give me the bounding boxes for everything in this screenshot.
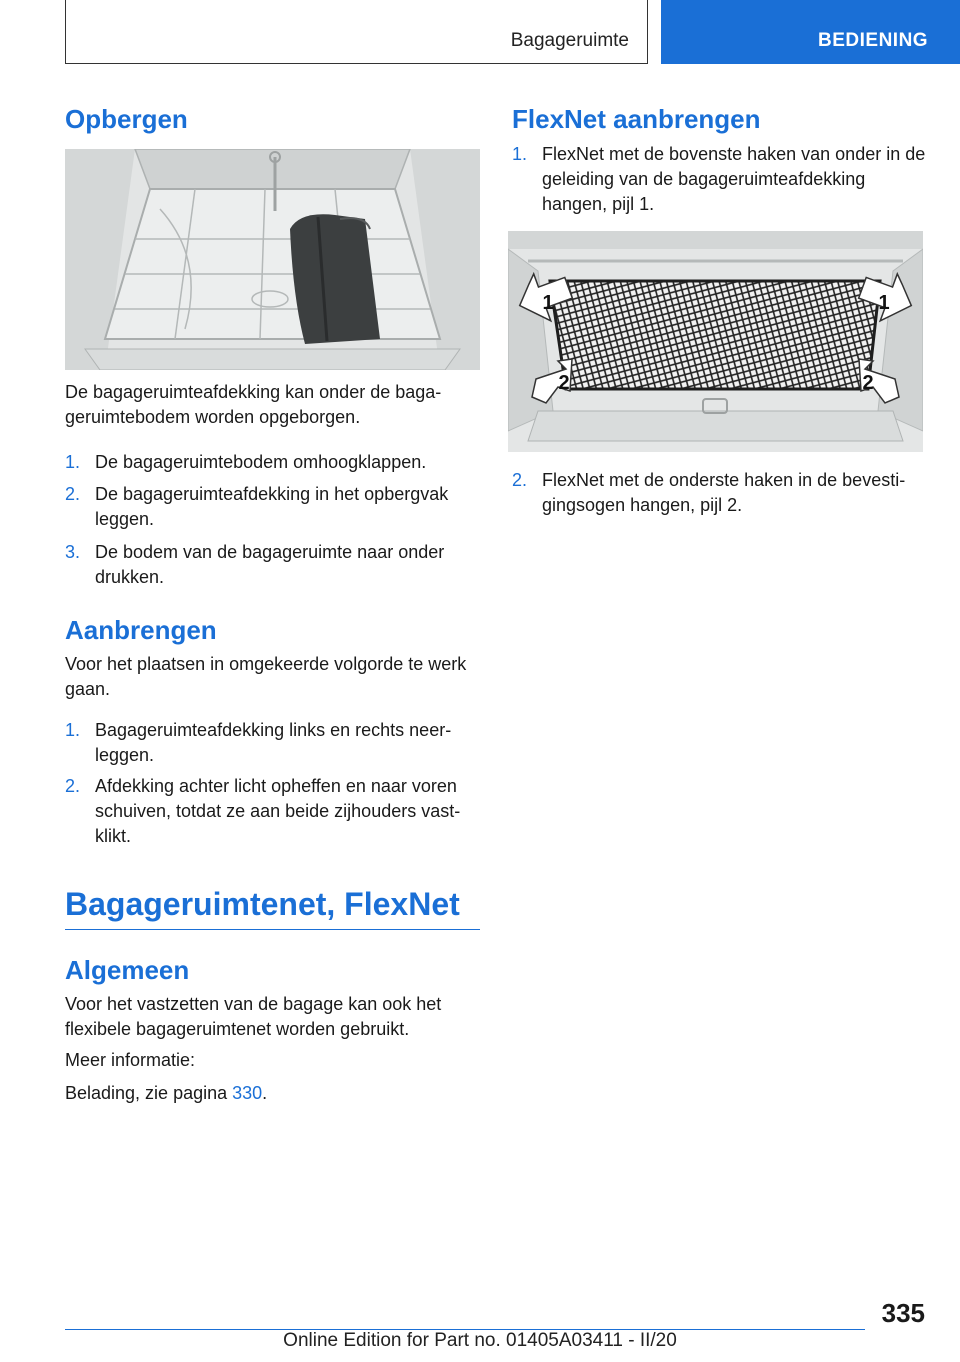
arrow-label: 2 bbox=[862, 372, 874, 394]
page-link-330[interactable]: 330 bbox=[232, 1083, 263, 1103]
heading-flexnet-aanbrengen: FlexNet aanbrengen bbox=[512, 104, 761, 134]
header-section-title: Bagageruimte bbox=[510, 30, 629, 51]
list-number: 1. bbox=[512, 144, 528, 164]
list-text: De bagageruimtebodem omhoogklappen. bbox=[95, 452, 427, 472]
list-item bbox=[65, 540, 485, 590]
list-number: 2. bbox=[512, 470, 528, 490]
list-item bbox=[65, 774, 485, 849]
list-item bbox=[65, 718, 485, 768]
heading-aanbrengen: Aanbrengen bbox=[65, 615, 217, 645]
heading-algemeen: Algemeen bbox=[65, 955, 190, 985]
flexnet-illustration bbox=[508, 231, 923, 452]
belading-reference bbox=[65, 1081, 485, 1106]
list-item bbox=[65, 482, 485, 532]
aanbrengen-intro: Voor het plaatsen in omgekeerde volgorde te werk gaan. bbox=[65, 654, 467, 699]
list-text: De bodem van de bagageruimte naar onder drukken. bbox=[95, 542, 445, 587]
header-chapter-tab[interactable]: BEDIENING bbox=[661, 0, 960, 64]
trunk-storage-illustration bbox=[65, 149, 480, 370]
list-item bbox=[512, 142, 932, 217]
arrow-label: 2 bbox=[558, 372, 570, 394]
list-number: 2. bbox=[65, 484, 81, 504]
arrow-label: 1 bbox=[878, 292, 890, 314]
arrow-label: 1 bbox=[542, 292, 554, 314]
belading-suffix: . bbox=[262, 1083, 268, 1103]
algemeen-text: Voor het vastzetten van de bagage kan ook het flexibele bagageruimtenet worden gebruikt. bbox=[65, 994, 442, 1039]
meer-informatie: Meer informatie: bbox=[65, 1050, 196, 1070]
header-section-box bbox=[65, 0, 648, 64]
page-number: 335 bbox=[881, 1298, 925, 1328]
list-number: 1. bbox=[65, 720, 81, 740]
list-number: 3. bbox=[65, 542, 81, 562]
list-text: De bagageruimteafdekking in het opbergvak leggen. bbox=[95, 484, 449, 529]
footer-edition: Online Edition for Part no. 01405A03411 - II/20 bbox=[283, 1330, 677, 1351]
opbergen-intro: De bagageruimteafdekking kan onder de bagageruimtebodem worden opgeborgen. bbox=[65, 382, 442, 427]
list-number: 2. bbox=[65, 776, 81, 796]
list-text: FlexNet met de onderste haken in de bevestigingsogen hangen, pijl 2. bbox=[542, 470, 906, 515]
figure-trunk-storage bbox=[65, 149, 480, 370]
belading-prefix: Belading, zie pagina bbox=[65, 1083, 233, 1103]
list-item bbox=[65, 450, 485, 475]
list-number: 1. bbox=[65, 452, 81, 472]
list-text: Afdekking achter licht opheffen en naar voren schuiven, totdat ze aan beide zijhouders vastklikt. bbox=[95, 776, 461, 846]
list-text: FlexNet met de bovenste haken van onder in de geleiding van de bagageruimteafdekking hangen, pijl 1. bbox=[542, 144, 926, 214]
heading-bagageruimtenet: Bagageruimtenet, FlexNet bbox=[65, 886, 480, 930]
list-text: Bagageruimteafdekking links en rechts neerleggen. bbox=[95, 720, 452, 765]
list-item bbox=[512, 468, 932, 518]
heading-opbergen: Opbergen bbox=[65, 104, 188, 134]
figure-flexnet-mounting bbox=[508, 231, 923, 452]
